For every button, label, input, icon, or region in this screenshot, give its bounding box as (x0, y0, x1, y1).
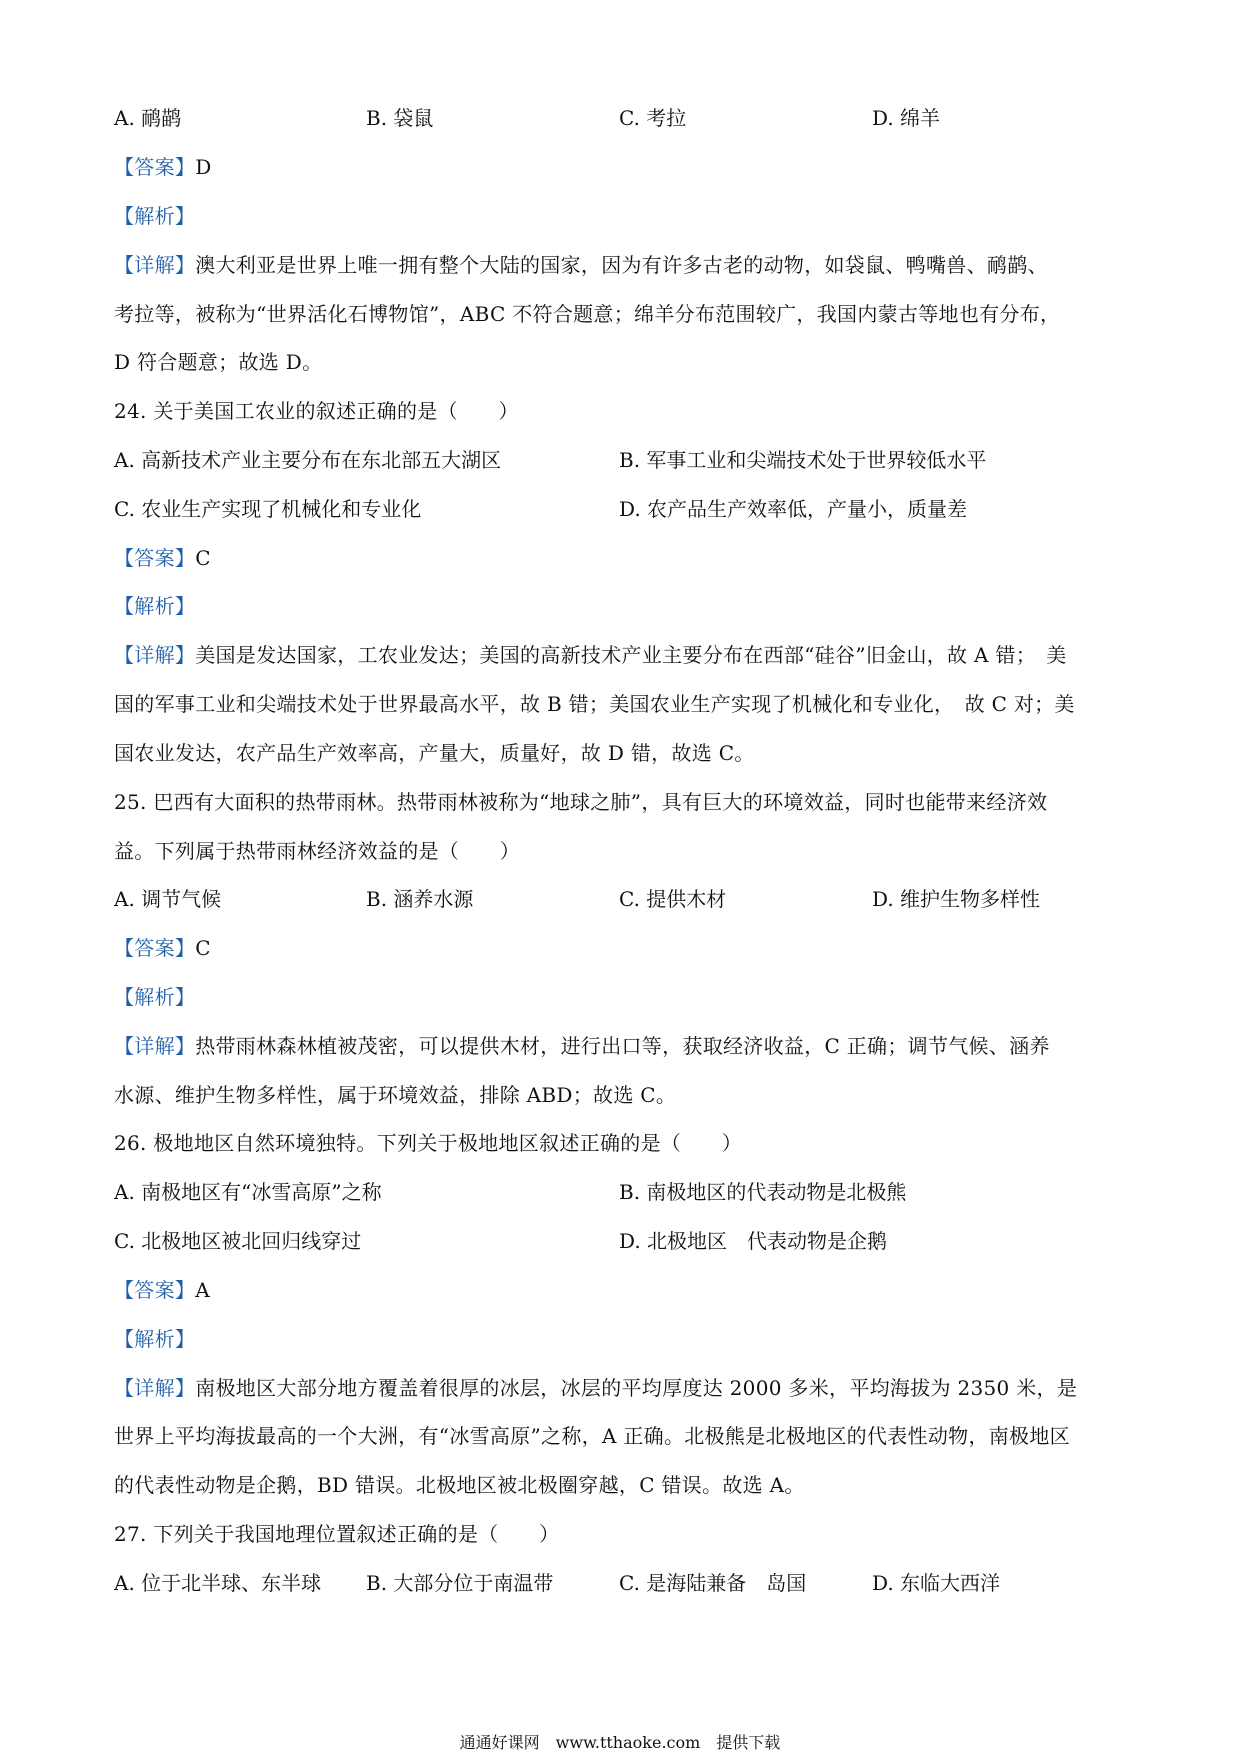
detail-tag: 【详解】 (114, 253, 196, 277)
prev-option-b: B. 袋鼠 (366, 106, 434, 130)
q25-option-b: B. 涵养水源 (366, 887, 474, 911)
q25-stem-line: 25. 巴西有大面积的热带雨林。热带雨林被称为“地球之肺”，具有巨大的环境效益，同时也能带来经济效 (114, 790, 1048, 814)
q24-stem: 24. 关于美国工农业的叙述正确的是（ ） (114, 399, 519, 423)
q26-detail-line: 的代表性动物是企鹅，BD 错误。北极地区被北极圈穿越，C 错误。故选 A。 (114, 1473, 805, 1497)
answer-tag: 【答案】 (114, 155, 196, 179)
answer-value: D (195, 155, 212, 179)
prev-option-c: C. 考拉 (619, 106, 687, 130)
answer-tag: 【答案】 (114, 936, 196, 960)
answer-value: C (195, 546, 211, 570)
q24-detail-line (114, 641, 1067, 669)
q25-option-d: D. 维护生物多样性 (872, 887, 1041, 911)
page-footer: 通通好课网 www.tthaoke.com 提供下载 (459, 1733, 781, 1752)
q24-detail-line: 国的军事工业和尖端技术处于世界最高水平，故 B 错；美国农业生产实现了机械化和专业化， 故 C 对；美 (114, 692, 1075, 716)
q25-detail-line: 水源、维护生物多样性，属于环境效益，排除 ABD；故选 C。 (114, 1083, 677, 1107)
prev-option-a: A. 鸸鹋 (114, 106, 182, 130)
analysis-tag: 【解析】 (114, 1327, 196, 1351)
q24-option-a: A. 高新技术产业主要分布在东北部五大湖区 (114, 448, 502, 472)
prev-detail-line: 考拉等，被称为“世界活化石博物馆”，ABC 不符合题意；绵羊分布范围较广，我国内蒙古等地也有分布， (114, 302, 1061, 326)
prev-detail-line (114, 251, 1048, 279)
q24-option-c: C. 农业生产实现了机械化和专业化 (114, 497, 422, 521)
q27-option-a: A. 位于北半球、东半球 (114, 1571, 322, 1595)
q24-answer (114, 544, 211, 572)
detail-text: 南极地区大部分地方覆盖着很厚的冰层，冰层的平均厚度达 2000 多米，平均海拔为 2350 米，是 (195, 1376, 1078, 1400)
analysis-tag: 【解析】 (114, 985, 196, 1009)
answer-value: C (195, 936, 211, 960)
q24-option-d: D. 农产品生产效率低，产量小，质量差 (619, 497, 968, 521)
detail-text: 热带雨林森林植被茂密，可以提供木材，进行出口等，获取经济收益，C 正确；调节气候、涵养 (195, 1034, 1050, 1058)
q25-stem-line: 益。下列属于热带雨林经济效益的是（ ） (114, 839, 520, 863)
q26-option-d: D. 北极地区 代表动物是企鹅 (619, 1229, 888, 1253)
prev-detail-line: D 符合题意；故选 D。 (114, 350, 323, 374)
q27-option-b: B. 大部分位于南温带 (366, 1571, 554, 1595)
q25-answer (114, 934, 211, 962)
answer-value: A (195, 1278, 210, 1302)
analysis-tag: 【解析】 (114, 594, 196, 618)
detail-tag: 【详解】 (114, 1034, 196, 1058)
q26-answer (114, 1276, 210, 1304)
prev-analysis (114, 202, 195, 230)
detail-text: 澳大利亚是世界上唯一拥有整个大陆的国家，因为有许多古老的动物，如袋鼠、鸭嘴兽、鸸鹋、 (195, 253, 1048, 277)
q26-option-a: A. 南极地区有“冰雪高原”之称 (114, 1180, 382, 1204)
detail-tag: 【详解】 (114, 643, 196, 667)
q26-option-c: C. 北极地区被北回归线穿过 (114, 1229, 362, 1253)
q26-detail-line: 世界上平均海拔最高的一个大洲，有“冰雪高原”之称，A 正确。北极熊是北极地区的代表性动物，南极地区 (114, 1424, 1070, 1448)
q25-option-c: C. 提供木材 (619, 887, 727, 911)
q26-option-b: B. 南极地区的代表动物是北极熊 (619, 1180, 907, 1204)
prev-answer (114, 153, 212, 181)
q24-option-b: B. 军事工业和尖端技术处于世界较低水平 (619, 448, 987, 472)
prev-option-d: D. 绵羊 (872, 106, 941, 130)
q27-stem: 27. 下列关于我国地理位置叙述正确的是（ ） (114, 1522, 560, 1546)
q25-detail-line (114, 1032, 1050, 1060)
analysis-tag: 【解析】 (114, 204, 196, 228)
q25-analysis (114, 983, 195, 1011)
answer-tag: 【答案】 (114, 1278, 196, 1302)
q26-analysis (114, 1325, 195, 1353)
q26-stem: 26. 极地地区自然环境独特。下列关于极地地区叙述正确的是（ ） (114, 1131, 743, 1155)
answer-tag: 【答案】 (114, 546, 196, 570)
q24-analysis (114, 592, 195, 620)
detail-text: 美国是发达国家，工农业发达；美国的高新技术产业主要分布在西部“硅谷”旧金山，故 A 错； 美 (195, 643, 1067, 667)
q26-detail-line (114, 1374, 1077, 1402)
q27-option-d: D. 东临大西洋 (872, 1571, 1001, 1595)
q27-option-c: C. 是海陆兼备 岛国 (619, 1571, 807, 1595)
q25-option-a: A. 调节气候 (114, 887, 222, 911)
q24-detail-line: 国农业发达，农产品生产效率高，产量大，质量好，故 D 错，故选 C。 (114, 741, 755, 765)
detail-tag: 【详解】 (114, 1376, 196, 1400)
